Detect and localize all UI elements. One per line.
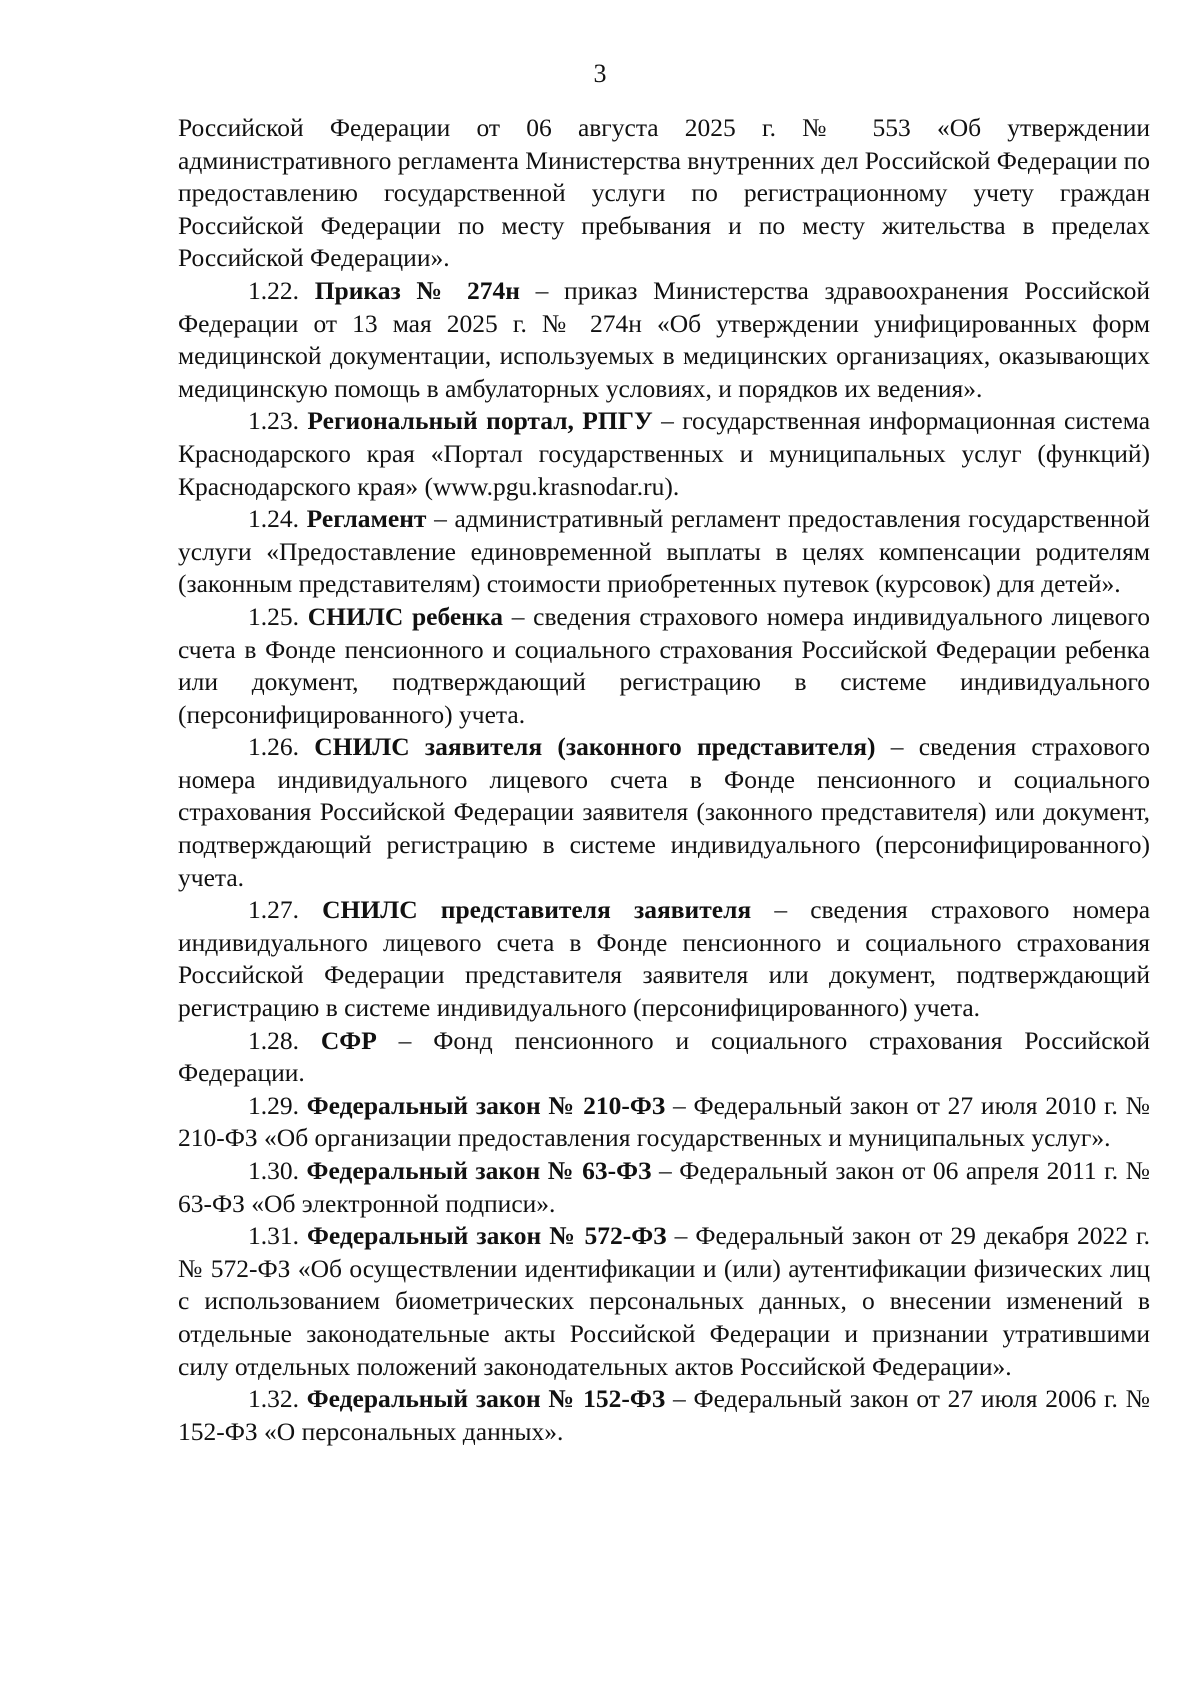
page-number: 3 — [593, 59, 607, 88]
definition-text: – государственная информационная система Краснодарского края «Портал государственных и муниципальных услуг (функций) Краснодарского края» (www.pgu.krasnodar.ru). — [178, 406, 1151, 501]
definition-text: – Фонд пенсионного и социального страхования Российской Федерации. — [178, 1025, 1151, 1088]
definition-number: 1.32. — [248, 1384, 299, 1414]
definition-1-26 — [178, 731, 1150, 894]
definition-1-23 — [178, 405, 1150, 503]
definition-term: Регламент — [306, 504, 427, 534]
definition-number: 1.23. — [248, 406, 299, 436]
definition-number: 1.28. — [248, 1025, 299, 1055]
definition-term: Региональный портал, РПГУ — [307, 406, 653, 436]
definition-text: – приказ Министерства здравоохранения Российской Федерации от 13 мая 2025 г. № 274н «Об утверждении унифицированных форм медицинской документации, используемых в медицинских организациях, оказывающих медицинскую помощь в амбулаторных условиях, и порядков их ведения». — [178, 275, 1150, 403]
definition-text: – Федеральный закон от 27 июля 2006 г. № 152-ФЗ «О персональных данных». — [178, 1384, 1150, 1446]
definition-number: 1.27. — [248, 895, 299, 925]
definition-term: Приказ № 274н — [314, 275, 520, 305]
definition-number: 1.26. — [248, 732, 299, 762]
definition-1-25 — [178, 601, 1150, 731]
definition-term: СНИЛС заявителя (законного представителя) — [314, 732, 876, 762]
definition-1-27 — [178, 894, 1150, 1024]
definition-term: Федеральный закон № 210-ФЗ — [306, 1090, 666, 1120]
definition-number: 1.31. — [248, 1221, 299, 1251]
continuation-paragraph: Российской Федерации от 06 августа 2025 г. № 553 «Об утверждении административного регламента Министерства внутренних дел Российской Федерации по предоставлению государственной услуги по регистрационному учету граждан Российской Федерации по месту пребывания и по месту жительства в пределах Российской Федерации». — [178, 113, 1150, 273]
definition-1-29 — [178, 1090, 1150, 1155]
definition-term: СФР — [320, 1025, 377, 1055]
definition-term: Федеральный закон № 152-ФЗ — [306, 1384, 666, 1414]
document-body — [178, 112, 1150, 1448]
definition-number: 1.24. — [248, 504, 299, 534]
definition-term: Федеральный закон № 572-ФЗ — [307, 1221, 667, 1251]
definition-1-30 — [178, 1155, 1150, 1220]
definition-text: – Федеральный закон от 27 июля 2010 г. № 210-ФЗ «Об организации предоставления государственных и муниципальных услуг». — [178, 1090, 1150, 1153]
definition-term: СНИЛС ребенка — [307, 601, 503, 631]
definition-number: 1.30. — [248, 1156, 299, 1185]
definition-text: – Федеральный закон от 06 апреля 2011 г. № 63-ФЗ «Об электронной подписи». — [178, 1156, 1150, 1218]
definition-number: 1.29. — [248, 1090, 299, 1120]
definition-1-28 — [178, 1025, 1150, 1090]
definition-1-24 — [178, 503, 1150, 601]
definition-1-32 — [178, 1383, 1150, 1448]
definition-text: – сведения страхового номера индивидуального лицевого счета в Фонде пенсионного и социального страхования Российской Федерации ребенка или документ, подтверждающий регистрацию в системе индивидуального (персонифицированного) учета. — [178, 601, 1150, 729]
definition-1-22 — [178, 275, 1150, 405]
definition-text: – Федеральный закон от 29 декабря 2022 г. № 572-ФЗ «Об осуществлении идентификации и (или) аутентификации физических лиц с использованием биометрических персональных данных, о внесении изменений в отдельные законодательные акты Российской Федерации и признании утратившими силу отдельных положений законодательных актов Российской Федерации». — [178, 1221, 1150, 1381]
definition-number: 1.22. — [248, 275, 299, 305]
definition-text: – сведения страхового номера индивидуального лицевого счета в Фонде пенсионного и социального страхования Российской Федерации заявителя (законного представителя) или документ, подтверждающий регистрацию в системе индивидуального (персонифицированного) учета. — [178, 732, 1150, 892]
definition-term: Федеральный закон № 63-ФЗ — [306, 1156, 652, 1185]
definition-number: 1.25. — [248, 601, 299, 631]
definition-text: – административный регламент предоставления государственной услуги «Предоставление единовременной выплаты в целях компенсации родителям (законным представителям) стоимости приобретенных путевок (курсовок) для детей». — [178, 504, 1151, 599]
definition-term: СНИЛС представителя заявителя — [322, 895, 752, 925]
definition-1-31 — [178, 1220, 1150, 1383]
definition-text: – сведения страхового номера индивидуального лицевого счета в Фонде пенсионного и социального страхования Российской Федерации представителя заявителя или документ, подтверждающий регистрацию в системе индивидуального (персонифицированного) учета. — [178, 895, 1151, 1023]
